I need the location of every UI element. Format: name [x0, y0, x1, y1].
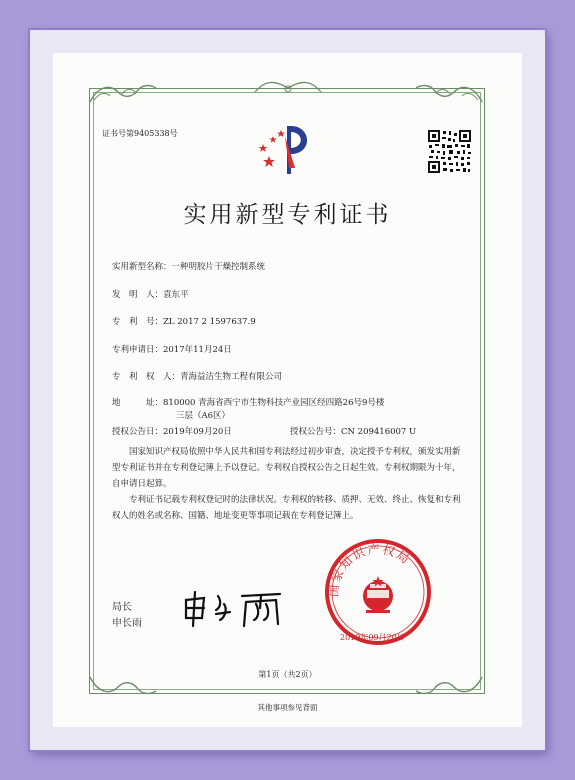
field-label: 专利申请日： [112, 345, 164, 355]
field-label: 实用新型名称： [112, 262, 172, 272]
field-label: 授权公告号： [290, 427, 342, 437]
field-label: 地 址： [112, 398, 164, 408]
grant-statement: 国家知识产权局依照中华人民共和国专利法经过初步审查，决定授予专利权，颁发实用新型专利证书并在专利登记簿上予以登记。专利权自授权公告之日起生效。专利权期限为十年，自申请日起算。 [112, 447, 461, 489]
field-value: 袁东平 [163, 290, 189, 300]
field-value: 2017年11月24日 [163, 345, 232, 355]
field-announcement-number [290, 425, 416, 437]
field-patent-number [112, 315, 256, 327]
footer-note: 其他事项参见背面 [257, 703, 318, 712]
field-address [112, 396, 384, 408]
field-value: 一种明胶片干燥控制系统 [171, 262, 266, 272]
certificate-number: 证书号第9405338号 [102, 129, 178, 138]
field-value: 2019年09月20日 [163, 427, 232, 437]
field-value: ZL 2017 2 1597637.9 [163, 317, 256, 327]
corner-ornament-icon [253, 76, 323, 98]
signature-icon [180, 588, 290, 628]
director-title: 局长 [112, 602, 132, 613]
field-address-line2: 三层（A6区） [176, 411, 231, 421]
field-label: 专 利 号： [112, 317, 164, 327]
legal-notice: 专利证书记载专利权登记时的法律状况。专利权的转移、质押、无效、终止、恢复和专利权人的姓名或名称、国籍、地址变更等事项记载在专利登记簿上。 [112, 495, 461, 521]
field-label: 专 利 权 人： [112, 372, 181, 382]
field-utility-model-name [112, 260, 265, 272]
certificate-title: 实用新型专利证书 [183, 202, 392, 228]
field-label: 授权公告日： [112, 427, 164, 437]
field-label: 发 明 人： [112, 290, 164, 300]
seal-date: 2019年09月20日 [340, 633, 405, 642]
page-number: 第1页（共2页） [258, 670, 317, 679]
field-announcement-date [112, 425, 232, 437]
field-patentee [112, 370, 282, 382]
field-application-date [112, 343, 232, 355]
qr-code-icon [427, 129, 472, 174]
corner-ornament-icon [88, 80, 158, 106]
field-value: 青海益洁生物工程有限公司 [180, 372, 283, 382]
corner-ornament-icon [414, 80, 484, 106]
field-value: 810000 青海省西宁市生物科技产业园区经四路26号9号楼 [163, 398, 385, 408]
cnipa-logo-icon [255, 122, 317, 178]
director-name: 申长雨 [112, 618, 142, 629]
seal-text: 国家知识产权局 [326, 542, 414, 598]
field-value: CN 209416007 U [341, 427, 417, 437]
field-inventor [112, 288, 189, 300]
